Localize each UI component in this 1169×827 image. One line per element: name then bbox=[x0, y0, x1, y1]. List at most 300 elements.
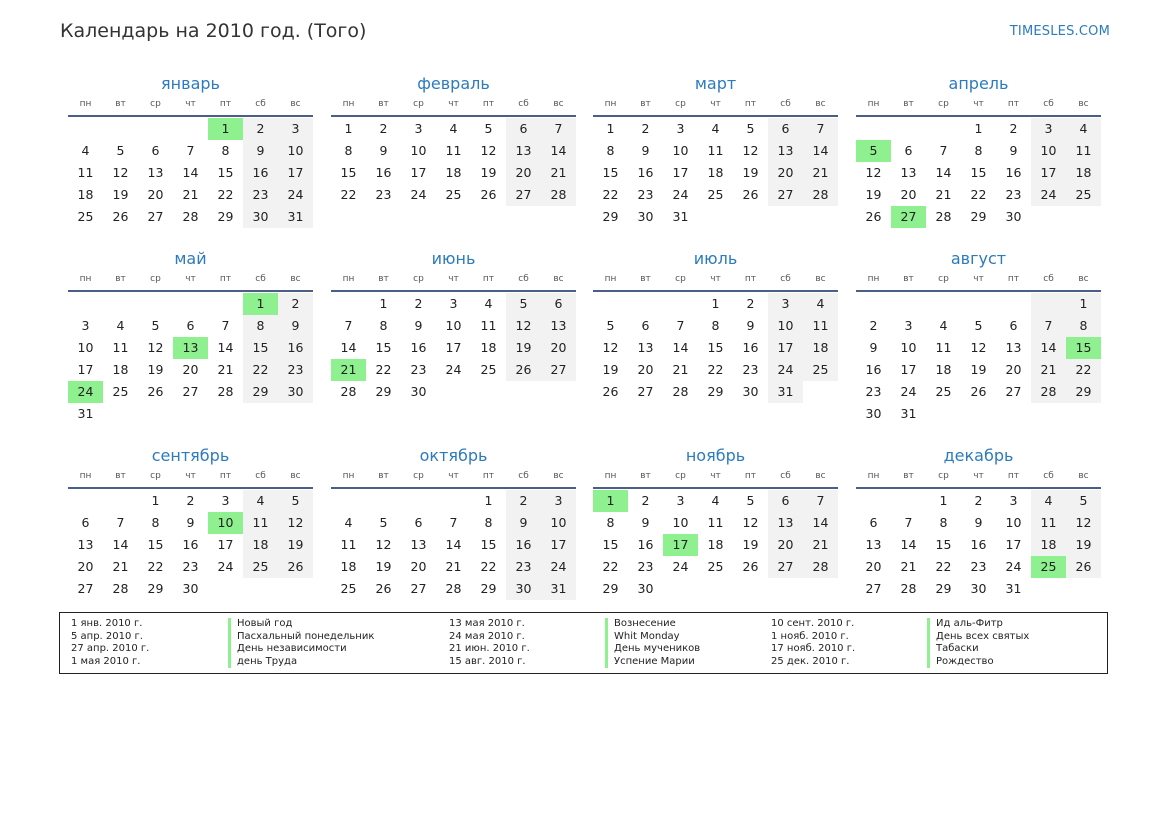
day: 21 bbox=[541, 162, 576, 184]
day: 16 bbox=[182, 537, 199, 552]
weekday-label: ср bbox=[150, 99, 161, 109]
day: 6 bbox=[414, 515, 423, 530]
holiday-name: Новый год bbox=[237, 618, 293, 629]
empty-day bbox=[331, 490, 366, 512]
day: 29 bbox=[147, 581, 164, 596]
day: 10 bbox=[1005, 515, 1022, 530]
day: 14 bbox=[803, 512, 838, 534]
day: 17 bbox=[445, 340, 462, 355]
empty-day bbox=[103, 118, 138, 140]
day: 30 bbox=[410, 384, 427, 399]
day: 25 bbox=[803, 359, 838, 381]
day: 7 bbox=[676, 318, 685, 333]
weekday-label: вт bbox=[115, 471, 126, 481]
empty-day bbox=[628, 293, 663, 315]
day: 26 bbox=[147, 384, 164, 399]
day: 10 bbox=[445, 318, 462, 333]
day: 21 bbox=[803, 534, 838, 556]
weekday-label: вс bbox=[815, 99, 826, 109]
empty-day bbox=[1066, 403, 1101, 425]
day: 30 bbox=[637, 581, 654, 596]
weekday-label: сб bbox=[780, 471, 791, 481]
weekday-label: вс bbox=[1078, 471, 1089, 481]
empty-day bbox=[103, 490, 138, 512]
empty-day bbox=[891, 490, 926, 512]
day: 15 bbox=[147, 537, 164, 552]
day: 23 bbox=[742, 362, 759, 377]
day: 27 bbox=[410, 581, 427, 596]
weekday-label: чт bbox=[185, 274, 196, 284]
weekday-label: сб bbox=[518, 99, 529, 109]
week-row bbox=[331, 293, 576, 315]
holiday-day: 25 bbox=[1031, 556, 1066, 578]
day: 7 bbox=[221, 318, 230, 333]
week-row bbox=[68, 206, 313, 228]
day: 4 bbox=[484, 296, 493, 311]
empty-day bbox=[1066, 206, 1101, 228]
weekday-label: сб bbox=[1043, 99, 1054, 109]
holiday-name: День независимости bbox=[237, 643, 347, 655]
holiday-name: Whit Monday bbox=[614, 630, 680, 642]
holiday-names-column bbox=[605, 618, 700, 668]
empty-day bbox=[768, 578, 803, 600]
week-row bbox=[856, 534, 1101, 556]
day: 27 bbox=[768, 184, 803, 206]
empty-day bbox=[733, 578, 768, 600]
day: 26 bbox=[742, 559, 759, 574]
day: 29 bbox=[935, 581, 952, 596]
empty-day bbox=[803, 381, 838, 403]
day: 3 bbox=[449, 296, 458, 311]
week-row bbox=[856, 381, 1101, 403]
holiday-day: 15 bbox=[1066, 337, 1101, 359]
day: 14 bbox=[340, 340, 357, 355]
day: 11 bbox=[1066, 140, 1101, 162]
day: 9 bbox=[243, 140, 278, 162]
week-row bbox=[331, 315, 576, 337]
empty-day bbox=[961, 403, 996, 425]
weekday-label: сб bbox=[780, 274, 791, 284]
day: 15 bbox=[970, 165, 987, 180]
day: 16 bbox=[375, 165, 392, 180]
day: 24 bbox=[541, 556, 576, 578]
weekday-label: вт bbox=[378, 99, 389, 109]
day: 4 bbox=[711, 493, 720, 508]
week-row bbox=[68, 162, 313, 184]
day: 18 bbox=[340, 559, 357, 574]
day: 27 bbox=[768, 556, 803, 578]
day: 20 bbox=[768, 162, 803, 184]
day: 14 bbox=[182, 165, 199, 180]
day: 21 bbox=[935, 187, 952, 202]
day: 11 bbox=[77, 165, 94, 180]
day: 23 bbox=[637, 187, 654, 202]
day: 3 bbox=[81, 318, 90, 333]
day: 29 bbox=[480, 581, 497, 596]
day: 13 bbox=[768, 512, 803, 534]
holiday-date: 24 мая 2010 г. bbox=[449, 630, 525, 642]
day: 16 bbox=[1005, 165, 1022, 180]
weekday-label: пт bbox=[482, 274, 495, 284]
empty-day bbox=[1031, 578, 1066, 600]
day: 2 bbox=[278, 293, 313, 315]
holiday-dates-column bbox=[771, 618, 855, 668]
day: 14 bbox=[445, 537, 462, 552]
day: 29 bbox=[602, 209, 619, 224]
day: 22 bbox=[1066, 359, 1101, 381]
week-row bbox=[68, 337, 313, 359]
month-12 bbox=[856, 445, 1101, 600]
day: 19 bbox=[375, 559, 392, 574]
day: 31 bbox=[768, 381, 803, 403]
day: 8 bbox=[974, 143, 983, 158]
day: 12 bbox=[112, 165, 129, 180]
day: 27 bbox=[506, 184, 541, 206]
day: 15 bbox=[602, 537, 619, 552]
day: 13 bbox=[637, 340, 654, 355]
holiday-date: 13 мая 2010 г. bbox=[449, 618, 525, 629]
day: 14 bbox=[112, 537, 129, 552]
day: 18 bbox=[707, 165, 724, 180]
weekday-label: вс bbox=[290, 274, 301, 284]
weekday-label: чт bbox=[185, 99, 196, 109]
day: 3 bbox=[1009, 493, 1018, 508]
day: 8 bbox=[151, 515, 160, 530]
week-row bbox=[593, 381, 838, 403]
month-name: сентябрь bbox=[151, 446, 230, 465]
day: 14 bbox=[541, 140, 576, 162]
weekday-header bbox=[68, 471, 313, 485]
day: 8 bbox=[1066, 315, 1101, 337]
week-row bbox=[68, 140, 313, 162]
day: 7 bbox=[541, 118, 576, 140]
day: 2 bbox=[869, 318, 878, 333]
week-row bbox=[856, 359, 1101, 381]
weekday-label: вс bbox=[1078, 99, 1089, 109]
week-row bbox=[68, 578, 313, 600]
empty-day bbox=[103, 403, 138, 425]
week-row bbox=[68, 403, 313, 425]
day: 8 bbox=[379, 318, 388, 333]
day: 5 bbox=[746, 121, 755, 136]
empty-day bbox=[208, 578, 243, 600]
empty-day bbox=[996, 293, 1031, 315]
month-9 bbox=[68, 445, 313, 600]
day: 7 bbox=[186, 143, 195, 158]
week-row bbox=[68, 534, 313, 556]
empty-day bbox=[663, 293, 698, 315]
day: 22 bbox=[217, 187, 234, 202]
month-divider bbox=[331, 115, 576, 117]
day: 21 bbox=[112, 559, 129, 574]
day: 9 bbox=[379, 143, 388, 158]
empty-day bbox=[138, 403, 173, 425]
day: 22 bbox=[147, 559, 164, 574]
month-10 bbox=[331, 445, 576, 600]
day: 16 bbox=[742, 340, 759, 355]
day: 3 bbox=[1031, 118, 1066, 140]
day: 7 bbox=[803, 118, 838, 140]
empty-day bbox=[208, 403, 243, 425]
day: 30 bbox=[865, 406, 882, 421]
month-2 bbox=[331, 73, 576, 206]
day: 27 bbox=[541, 359, 576, 381]
weekday-header bbox=[331, 471, 576, 485]
month-divider bbox=[68, 290, 313, 292]
day: 22 bbox=[340, 187, 357, 202]
day: 30 bbox=[1005, 209, 1022, 224]
holiday-day: 10 bbox=[208, 512, 243, 534]
day: 2 bbox=[243, 118, 278, 140]
weekday-label: чт bbox=[710, 274, 721, 284]
week-row bbox=[856, 512, 1101, 534]
week-row bbox=[593, 140, 838, 162]
week-row bbox=[856, 578, 1101, 600]
day: 31 bbox=[541, 578, 576, 600]
month-divider bbox=[68, 115, 313, 117]
day: 9 bbox=[278, 315, 313, 337]
day: 22 bbox=[970, 187, 987, 202]
day: 18 bbox=[243, 534, 278, 556]
day: 13 bbox=[768, 140, 803, 162]
day: 12 bbox=[742, 515, 759, 530]
day: 4 bbox=[803, 293, 838, 315]
day: 28 bbox=[541, 184, 576, 206]
week-row bbox=[331, 184, 576, 206]
day: 29 bbox=[217, 209, 234, 224]
day: 8 bbox=[243, 315, 278, 337]
day: 8 bbox=[606, 143, 615, 158]
day: 18 bbox=[1031, 534, 1066, 556]
empty-day bbox=[961, 293, 996, 315]
month-8 bbox=[856, 248, 1101, 425]
day: 18 bbox=[707, 537, 724, 552]
day: 29 bbox=[1066, 381, 1101, 403]
empty-day bbox=[366, 490, 401, 512]
week-row bbox=[856, 337, 1101, 359]
day: 8 bbox=[484, 515, 493, 530]
day: 13 bbox=[410, 537, 427, 552]
day: 28 bbox=[803, 184, 838, 206]
weekday-label: вс bbox=[553, 471, 564, 481]
holiday-date: 10 сент. 2010 г. bbox=[771, 618, 855, 629]
weekday-header bbox=[331, 274, 576, 288]
weekday-label: чт bbox=[710, 99, 721, 109]
day: 22 bbox=[375, 362, 392, 377]
day: 5 bbox=[974, 318, 983, 333]
day: 4 bbox=[1031, 490, 1066, 512]
month-divider bbox=[593, 290, 838, 292]
day: 18 bbox=[480, 340, 497, 355]
day: 23 bbox=[410, 362, 427, 377]
empty-day bbox=[173, 403, 208, 425]
day: 18 bbox=[935, 362, 952, 377]
day: 15 bbox=[375, 340, 392, 355]
day: 8 bbox=[344, 143, 353, 158]
holiday-day: 24 bbox=[68, 381, 103, 403]
day: 20 bbox=[147, 187, 164, 202]
day: 31 bbox=[900, 406, 917, 421]
site-link[interactable]: TIMESLES.COM bbox=[1009, 24, 1110, 39]
day: 1 bbox=[151, 493, 160, 508]
week-row bbox=[856, 140, 1101, 162]
day: 24 bbox=[217, 559, 234, 574]
day: 28 bbox=[672, 384, 689, 399]
day: 2 bbox=[641, 121, 650, 136]
weekday-label: вс bbox=[290, 471, 301, 481]
day: 9 bbox=[414, 318, 423, 333]
week-row bbox=[593, 206, 838, 228]
empty-day bbox=[331, 293, 366, 315]
day: 14 bbox=[900, 537, 917, 552]
holiday-day: 27 bbox=[891, 206, 926, 228]
empty-day bbox=[1031, 403, 1066, 425]
day: 16 bbox=[865, 362, 882, 377]
week-row bbox=[331, 162, 576, 184]
day: 13 bbox=[506, 140, 541, 162]
day: 20 bbox=[1005, 362, 1022, 377]
weekday-label: вт bbox=[378, 471, 389, 481]
day: 28 bbox=[1031, 381, 1066, 403]
holiday-name: День всех святых bbox=[936, 630, 1030, 642]
holiday-names-column bbox=[927, 618, 1029, 668]
month-name: июль bbox=[693, 249, 738, 268]
empty-day bbox=[593, 293, 628, 315]
week-row bbox=[331, 556, 576, 578]
holiday-day: 13 bbox=[173, 337, 208, 359]
day: 19 bbox=[602, 362, 619, 377]
day: 28 bbox=[182, 209, 199, 224]
empty-day bbox=[471, 381, 506, 403]
day: 24 bbox=[672, 559, 689, 574]
day: 10 bbox=[900, 340, 917, 355]
day: 29 bbox=[375, 384, 392, 399]
day: 10 bbox=[410, 143, 427, 158]
day: 17 bbox=[410, 165, 427, 180]
week-row bbox=[856, 293, 1101, 315]
day: 26 bbox=[278, 556, 313, 578]
day: 4 bbox=[449, 121, 458, 136]
holiday-names-column bbox=[228, 618, 374, 668]
week-row bbox=[331, 118, 576, 140]
empty-day bbox=[173, 118, 208, 140]
day: 20 bbox=[77, 559, 94, 574]
day: 20 bbox=[410, 559, 427, 574]
week-row bbox=[331, 578, 576, 600]
day: 28 bbox=[803, 556, 838, 578]
holiday-date: 5 апр. 2010 г. bbox=[71, 630, 143, 642]
day: 15 bbox=[602, 165, 619, 180]
empty-day bbox=[926, 118, 961, 140]
weekday-label: вт bbox=[903, 99, 914, 109]
day: 2 bbox=[379, 121, 388, 136]
holiday-day: 1 bbox=[243, 293, 278, 315]
month-4 bbox=[856, 73, 1101, 228]
empty-day bbox=[68, 118, 103, 140]
week-row bbox=[593, 534, 838, 556]
day: 5 bbox=[1066, 490, 1101, 512]
day: 19 bbox=[480, 165, 497, 180]
day: 6 bbox=[186, 318, 195, 333]
day: 21 bbox=[672, 362, 689, 377]
holiday-date: 21 июн. 2010 г. bbox=[449, 643, 530, 655]
day: 5 bbox=[379, 515, 388, 530]
weekday-label: пн bbox=[342, 99, 355, 109]
day: 15 bbox=[243, 337, 278, 359]
day: 17 bbox=[900, 362, 917, 377]
week-row bbox=[856, 315, 1101, 337]
day: 30 bbox=[970, 581, 987, 596]
weekday-label: вс bbox=[553, 274, 564, 284]
empty-day bbox=[1066, 578, 1101, 600]
day: 26 bbox=[375, 581, 392, 596]
day: 7 bbox=[803, 490, 838, 512]
day: 4 bbox=[116, 318, 125, 333]
day: 12 bbox=[147, 340, 164, 355]
empty-day bbox=[891, 118, 926, 140]
day: 9 bbox=[641, 143, 650, 158]
day: 5 bbox=[506, 293, 541, 315]
month-name: май bbox=[174, 249, 207, 268]
day: 7 bbox=[1031, 315, 1066, 337]
empty-day bbox=[436, 490, 471, 512]
day: 24 bbox=[900, 384, 917, 399]
day: 3 bbox=[541, 490, 576, 512]
day: 4 bbox=[711, 121, 720, 136]
day: 11 bbox=[112, 340, 129, 355]
weekday-label: пт bbox=[1007, 99, 1020, 109]
empty-day bbox=[856, 490, 891, 512]
month-divider bbox=[593, 487, 838, 489]
holiday-name: Пасхальный понедельник bbox=[237, 630, 375, 642]
weekday-label: чт bbox=[973, 471, 984, 481]
day: 8 bbox=[711, 318, 720, 333]
day: 17 bbox=[1005, 537, 1022, 552]
holiday-name: Успение Марии bbox=[614, 655, 695, 667]
day: 8 bbox=[221, 143, 230, 158]
holiday-date: 25 дек. 2010 г. bbox=[771, 655, 850, 667]
day: 13 bbox=[1005, 340, 1022, 355]
day: 17 bbox=[672, 165, 689, 180]
month-name: октябрь bbox=[419, 446, 488, 465]
day: 26 bbox=[1066, 556, 1101, 578]
week-row bbox=[856, 490, 1101, 512]
day: 25 bbox=[480, 362, 497, 377]
day: 3 bbox=[676, 121, 685, 136]
day: 17 bbox=[217, 537, 234, 552]
empty-day bbox=[856, 118, 891, 140]
empty-day bbox=[103, 293, 138, 315]
day: 25 bbox=[445, 187, 462, 202]
empty-day bbox=[996, 403, 1031, 425]
day: 17 bbox=[768, 337, 803, 359]
day: 27 bbox=[147, 209, 164, 224]
week-row bbox=[856, 556, 1101, 578]
weekday-label: вт bbox=[903, 471, 914, 481]
empty-day bbox=[856, 293, 891, 315]
holiday-day: 21 bbox=[331, 359, 366, 381]
day: 11 bbox=[480, 318, 497, 333]
day: 20 bbox=[541, 337, 576, 359]
day: 9 bbox=[974, 515, 983, 530]
week-row bbox=[856, 206, 1101, 228]
week-row bbox=[593, 184, 838, 206]
day: 19 bbox=[865, 187, 882, 202]
week-row bbox=[593, 578, 838, 600]
empty-day bbox=[68, 490, 103, 512]
day: 7 bbox=[116, 515, 125, 530]
weekday-label: пт bbox=[219, 274, 232, 284]
